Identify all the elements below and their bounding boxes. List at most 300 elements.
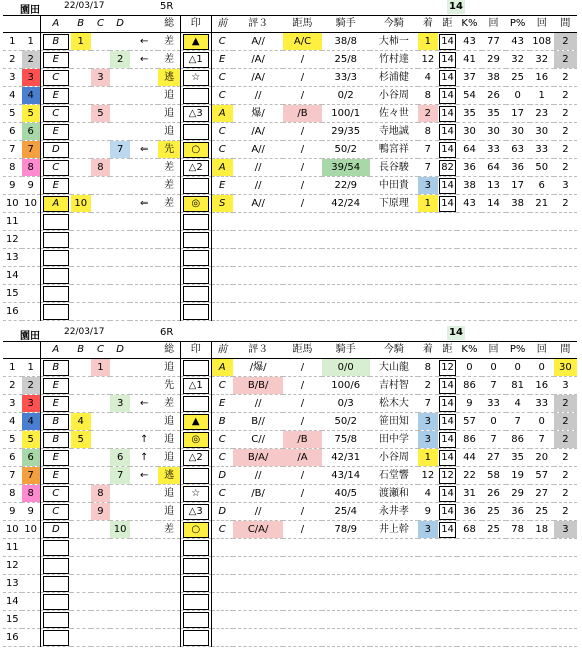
table-row [3, 521, 577, 539]
cell-style: 追 [158, 431, 180, 449]
column-header: 評３ [233, 16, 283, 33]
cell-p [506, 213, 530, 231]
cell-prev [211, 285, 233, 303]
cell-prev: C [211, 123, 233, 141]
cell-p: 30 [506, 123, 530, 141]
cell-r2 [530, 303, 554, 321]
cell-eval: B// [233, 413, 283, 431]
cell-jockey_stat: 40/5 [322, 485, 370, 503]
cell-A [40, 249, 71, 267]
cell-A: A [40, 195, 71, 213]
cell-k: 31 [457, 485, 481, 503]
cell-gate [22, 611, 41, 629]
cell-r2: 7 [530, 431, 554, 449]
cell-B [71, 611, 91, 629]
cell-A: E [40, 467, 71, 485]
cell-style: 差 [158, 51, 180, 69]
cell-eval: C// [233, 431, 283, 449]
cell-d [438, 285, 458, 303]
cell-gap: 2 [554, 485, 577, 503]
column-header [22, 342, 41, 359]
cell-D [110, 69, 130, 87]
cell-finish: 7 [418, 159, 438, 177]
cell-num: 8 [3, 485, 22, 503]
cell-k [457, 285, 481, 303]
cell-dist: / [283, 69, 321, 87]
cell-C [91, 449, 111, 467]
cell-finish: 9 [418, 503, 438, 521]
cell-style: 差 [158, 521, 180, 539]
cell-style: 追 [158, 105, 180, 123]
cell-A: E [40, 449, 71, 467]
column-header: 距 [438, 342, 458, 359]
cell-d [438, 213, 458, 231]
cell-A: E [40, 377, 71, 395]
cell-D [110, 249, 130, 267]
cell-r2: 0 [530, 359, 554, 377]
column-header: C [91, 342, 111, 359]
table-row-empty [3, 213, 577, 231]
cell-prev [211, 249, 233, 267]
cell-mark: △2 [180, 449, 211, 467]
cell-finish: 7 [418, 395, 438, 413]
cell-C [91, 575, 111, 593]
cell-r2: 21 [530, 195, 554, 213]
cell-arrow [130, 69, 158, 87]
cell-D [110, 359, 130, 377]
cell-C [91, 33, 111, 51]
cell-finish [418, 249, 438, 267]
cell-r2: 25 [530, 503, 554, 521]
cell-k: 9 [457, 395, 481, 413]
cell-gap [554, 267, 577, 285]
cell-gate [22, 593, 41, 611]
column-header [22, 16, 41, 33]
cell-A: B [40, 431, 71, 449]
cell-eval [233, 213, 283, 231]
cell-gap: 3 [554, 377, 577, 395]
cell-jockey: 田中学 [370, 431, 418, 449]
cell-p: 0 [506, 359, 530, 377]
cell-arrow: ⇐ [130, 195, 158, 213]
cell-mark [180, 629, 211, 647]
column-header: 回 [482, 342, 506, 359]
cell-prev: E [211, 51, 233, 69]
cell-gate: 7 [22, 467, 41, 485]
cell-k: 0 [457, 359, 481, 377]
cell-jockey [370, 213, 418, 231]
cell-A: D [40, 521, 71, 539]
cell-r1 [482, 267, 506, 285]
cell-prev [211, 611, 233, 629]
cell-dist [283, 575, 321, 593]
cell-C [91, 413, 111, 431]
cell-k: 68 [457, 521, 481, 539]
cell-eval [233, 285, 283, 303]
cell-dist: / [283, 195, 321, 213]
table-row [3, 413, 577, 431]
cell-k: 44 [457, 449, 481, 467]
cell-A [40, 539, 71, 557]
cell-d [438, 303, 458, 321]
cell-jockey_stat: 22/9 [322, 177, 370, 195]
distance-badge: 14 [447, 326, 465, 340]
cell-gate: 4 [22, 87, 41, 105]
cell-gate [22, 231, 41, 249]
cell-mark [180, 557, 211, 575]
cell-jockey_stat [322, 303, 370, 321]
cell-arrow [130, 413, 158, 431]
cell-gate: 1 [22, 359, 41, 377]
cell-style: 先 [158, 141, 180, 159]
cell-jockey: 石堂響 [370, 467, 418, 485]
cell-C [91, 213, 111, 231]
cell-jockey_stat [322, 285, 370, 303]
cell-jockey_stat [322, 539, 370, 557]
cell-prev: E [211, 177, 233, 195]
cell-gap: 2 [554, 195, 577, 213]
cell-mark: ◎ [180, 195, 211, 213]
cell-eval: /爆/ [233, 359, 283, 377]
cell-prev: C [211, 33, 233, 51]
cell-jockey_stat: 78/9 [322, 521, 370, 539]
cell-r2: 50 [530, 159, 554, 177]
cell-mark [180, 267, 211, 285]
cell-r1: 7 [482, 431, 506, 449]
cell-style [158, 593, 180, 611]
cell-r2: 30 [530, 123, 554, 141]
cell-prev: A [211, 159, 233, 177]
cell-r1 [482, 575, 506, 593]
cell-mark: △1 [180, 377, 211, 395]
table-row [3, 159, 577, 177]
cell-dist: A/C [283, 33, 321, 51]
cell-B [71, 359, 91, 377]
cell-p: 78 [506, 521, 530, 539]
cell-gap: 2 [554, 159, 577, 177]
cell-finish [418, 539, 438, 557]
cell-C [91, 195, 111, 213]
cell-d: 14 [438, 87, 458, 105]
cell-jockey: 長谷駿 [370, 159, 418, 177]
cell-arrow: ← [130, 33, 158, 51]
cell-B [71, 503, 91, 521]
cell-C: 9 [91, 503, 111, 521]
cell-jockey_stat: 25/8 [322, 51, 370, 69]
cell-r2: 0 [530, 413, 554, 431]
column-header: 前 [211, 16, 233, 33]
cell-gate: 2 [22, 51, 41, 69]
cell-k [457, 593, 481, 611]
date-label: 22/03/17 [64, 1, 105, 11]
cell-k: 37 [457, 69, 481, 87]
cell-k: 41 [457, 51, 481, 69]
cell-style: 逃 [158, 69, 180, 87]
cell-dist: / [283, 503, 321, 521]
cell-gap: 2 [554, 431, 577, 449]
cell-finish [418, 267, 438, 285]
cell-p [506, 593, 530, 611]
table-row-empty [3, 539, 577, 557]
cell-D [110, 267, 130, 285]
cell-gap [554, 213, 577, 231]
cell-dist: /A [283, 449, 321, 467]
cell-style [158, 539, 180, 557]
cell-B [71, 51, 91, 69]
cell-prev: C [211, 377, 233, 395]
cell-r2: 16 [530, 69, 554, 87]
cell-mark [180, 123, 211, 141]
cell-arrow [130, 213, 158, 231]
cell-gate: 6 [22, 449, 41, 467]
cell-eval: // [233, 177, 283, 195]
cell-finish: 4 [418, 485, 438, 503]
cell-D [110, 195, 130, 213]
table-row [3, 141, 577, 159]
cell-style [158, 249, 180, 267]
cell-num: 11 [3, 213, 22, 231]
cell-jockey_stat [322, 575, 370, 593]
cell-num: 12 [3, 231, 22, 249]
cell-mark [180, 87, 211, 105]
cell-d: 14 [438, 449, 458, 467]
cell-A: C [40, 503, 71, 521]
cell-r2: 16 [530, 377, 554, 395]
race-table [3, 15, 577, 321]
cell-jockey_stat [322, 231, 370, 249]
column-header: 間 [554, 342, 577, 359]
cell-r1: 77 [482, 33, 506, 51]
cell-num: 6 [3, 449, 22, 467]
column-header: A [40, 342, 71, 359]
cell-gate [22, 575, 41, 593]
cell-jockey_stat: 100/1 [322, 105, 370, 123]
cell-d [438, 231, 458, 249]
cell-gap [554, 575, 577, 593]
cell-p: 19 [506, 467, 530, 485]
cell-jockey: 松木大 [370, 395, 418, 413]
cell-C [91, 611, 111, 629]
cell-C [91, 87, 111, 105]
cell-num: 9 [3, 177, 22, 195]
column-header-row [3, 342, 577, 359]
cell-B [71, 395, 91, 413]
cell-prev: D [211, 503, 233, 521]
cell-finish: 1 [418, 33, 438, 51]
cell-dist: / [283, 51, 321, 69]
column-header [130, 342, 158, 359]
cell-r2: 33 [530, 141, 554, 159]
cell-B [71, 159, 91, 177]
cell-style [158, 611, 180, 629]
cell-gate: 5 [22, 105, 41, 123]
cell-finish: 4 [418, 69, 438, 87]
cell-gap: 2 [554, 467, 577, 485]
cell-gap [554, 557, 577, 575]
cell-arrow [130, 503, 158, 521]
cell-r1 [482, 303, 506, 321]
cell-B [71, 593, 91, 611]
cell-finish: 3 [418, 521, 438, 539]
cell-num: 4 [3, 87, 22, 105]
cell-jockey [370, 557, 418, 575]
cell-A [40, 231, 71, 249]
cell-k [457, 575, 481, 593]
cell-arrow: ⇐ [130, 141, 158, 159]
cell-C: 1 [91, 359, 111, 377]
cell-eval: 爆/ [233, 105, 283, 123]
cell-arrow [130, 285, 158, 303]
cell-k: 43 [457, 33, 481, 51]
cell-mark [180, 539, 211, 557]
cell-mark [180, 575, 211, 593]
cell-finish [418, 557, 438, 575]
cell-r2 [530, 611, 554, 629]
cell-r1: 30 [482, 123, 506, 141]
cell-eval [233, 629, 283, 647]
cell-k: 36 [457, 503, 481, 521]
cell-jockey_stat: 42/31 [322, 449, 370, 467]
table-row-empty [3, 249, 577, 267]
cell-C: 3 [91, 69, 111, 87]
cell-dist: /B [283, 431, 321, 449]
cell-jockey_stat [322, 557, 370, 575]
cell-eval [233, 231, 283, 249]
cell-eval: C/A/ [233, 521, 283, 539]
cell-dist: / [283, 395, 321, 413]
cell-finish: 12 [418, 467, 438, 485]
cell-prev: C [211, 69, 233, 87]
venue-label: 園田 [20, 5, 40, 16]
cell-d: 12 [438, 359, 458, 377]
cell-p: 86 [506, 431, 530, 449]
cell-D [110, 177, 130, 195]
cell-gap [554, 249, 577, 267]
cell-B [71, 467, 91, 485]
cell-B: 4 [71, 413, 91, 431]
cell-gate [22, 285, 41, 303]
cell-r1: 26 [482, 485, 506, 503]
cell-r1: 25 [482, 521, 506, 539]
cell-num: 6 [3, 123, 22, 141]
cell-mark: △3 [180, 503, 211, 521]
cell-d: 14 [438, 33, 458, 51]
cell-A: B [40, 33, 71, 51]
cell-style: 追 [158, 413, 180, 431]
cell-style [158, 285, 180, 303]
cell-mark [180, 467, 211, 485]
cell-d: 14 [438, 485, 458, 503]
cell-num: 5 [3, 431, 22, 449]
cell-style [158, 629, 180, 647]
cell-p: 43 [506, 33, 530, 51]
cell-arrow [130, 611, 158, 629]
column-header: 騎手 [322, 16, 370, 33]
cell-p: 63 [506, 141, 530, 159]
cell-num: 15 [3, 285, 22, 303]
cell-d: 14 [438, 195, 458, 213]
cell-jockey_stat: 100/6 [322, 377, 370, 395]
cell-eval: /A/ [233, 51, 283, 69]
cell-gap [554, 539, 577, 557]
cell-d: 14 [438, 123, 458, 141]
cell-eval [233, 575, 283, 593]
cell-D: 3 [110, 395, 130, 413]
cell-p: 7 [506, 413, 530, 431]
table-row-empty [3, 575, 577, 593]
cell-B [71, 177, 91, 195]
column-header: 印 [180, 342, 211, 359]
cell-arrow: ← [130, 51, 158, 69]
cell-eval [233, 611, 283, 629]
cell-dist [283, 557, 321, 575]
cell-arrow [130, 575, 158, 593]
table-row-empty [3, 267, 577, 285]
cell-p: 4 [506, 395, 530, 413]
cell-d: 14 [438, 69, 458, 87]
cell-B [71, 69, 91, 87]
cell-prev: B [211, 413, 233, 431]
cell-jockey [370, 575, 418, 593]
cell-A [40, 629, 71, 647]
table-row-empty [3, 611, 577, 629]
cell-D: 2 [110, 51, 130, 69]
cell-arrow: ↑ [130, 449, 158, 467]
cell-mark: ◎ [180, 431, 211, 449]
cell-prev: D [211, 467, 233, 485]
cell-mark: △1 [180, 51, 211, 69]
column-header: 距馬 [283, 342, 321, 359]
cell-prev: E [211, 395, 233, 413]
column-header: 前 [211, 342, 233, 359]
cell-dist: / [283, 159, 321, 177]
column-header: 着 [418, 342, 438, 359]
cell-eval: // [233, 87, 283, 105]
cell-arrow [130, 629, 158, 647]
cell-mark [180, 177, 211, 195]
cell-A [40, 285, 71, 303]
cell-eval [233, 303, 283, 321]
cell-jockey [370, 303, 418, 321]
cell-style: 追 [158, 359, 180, 377]
cell-gap: 2 [554, 87, 577, 105]
cell-r1: 0 [482, 413, 506, 431]
cell-num: 15 [3, 611, 22, 629]
cell-p: 32 [506, 51, 530, 69]
cell-mark [180, 249, 211, 267]
cell-r1: 25 [482, 503, 506, 521]
cell-jockey_stat [322, 213, 370, 231]
cell-mark [180, 611, 211, 629]
cell-C [91, 231, 111, 249]
cell-jockey_stat: 75/8 [322, 431, 370, 449]
table-row [3, 359, 577, 377]
cell-jockey: 永井孝 [370, 503, 418, 521]
cell-r2: 27 [530, 485, 554, 503]
cell-B: 5 [71, 431, 91, 449]
cell-C [91, 249, 111, 267]
race-table [3, 341, 577, 647]
table-row-empty [3, 231, 577, 249]
cell-p: 38 [506, 195, 530, 213]
cell-finish [418, 593, 438, 611]
cell-k [457, 629, 481, 647]
cell-k: 86 [457, 431, 481, 449]
race-header [3, 0, 577, 15]
cell-B [71, 303, 91, 321]
cell-num: 10 [3, 521, 22, 539]
table-row [3, 467, 577, 485]
